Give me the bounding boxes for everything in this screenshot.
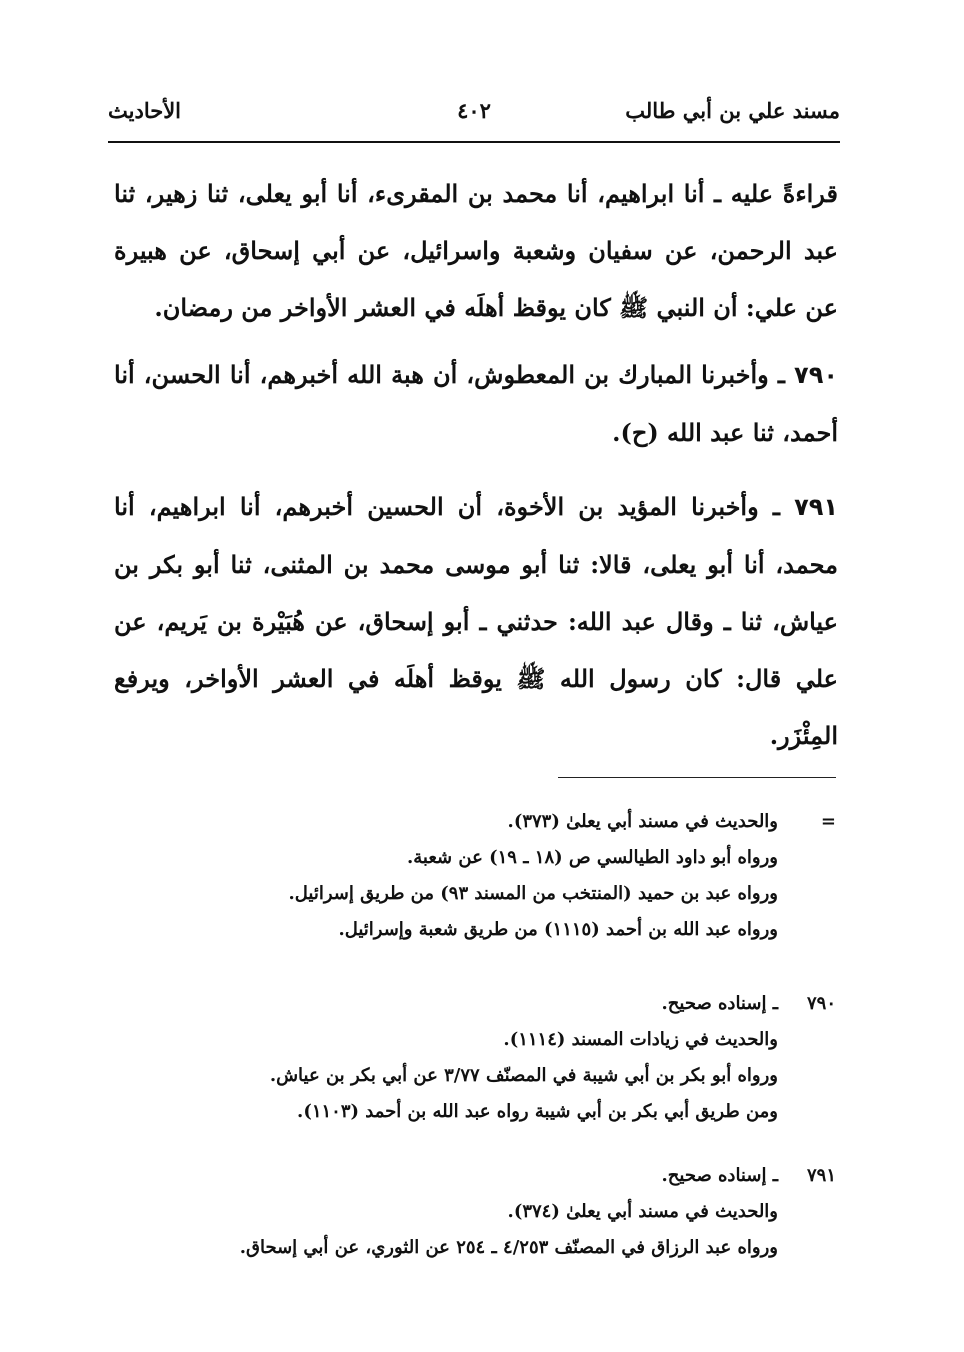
footnote-790 [150, 986, 836, 1130]
hadith-number: ٧٩٠ [794, 361, 838, 389]
footnote-line: ٧٩١ـ إسناده صحيح. [150, 1158, 836, 1194]
footnote-line: ورواه عبد الله بن أحمد (١١١٥) من طريق شعبة وإسرائيل. [338, 919, 778, 940]
hadith-number: ٧٩١ [794, 493, 839, 521]
footnote-marker: = [820, 811, 836, 832]
footnote-line: والحديث في مسند أبي يعلىٰ (٣٧٤). [507, 1201, 778, 1222]
header-rule [108, 141, 840, 143]
footnote-line: ٧٩٠ـ إسناده صحيح. [150, 986, 836, 1022]
footnote-line: =والحديث في مسند أبي يعلىٰ (٣٧٣). [150, 804, 836, 840]
section-title: الأحاديث [108, 98, 182, 123]
footnote-line: ورواه أبو داود الطيالسي ص (١٨ ـ ١٩) عن شعبة. [407, 847, 778, 868]
footnote-line: والحديث في زيادات المسند (١١١٤). [503, 1029, 778, 1050]
footnote-marker: ٧٩١ [806, 1165, 836, 1186]
page-number: ٤٠٢ [457, 98, 491, 123]
footnote-line: ومن طريق أبي بكر بن أبي شيبة رواه عبد الله بن أحمد (١١٠٣). [297, 1101, 778, 1122]
footnote-line: ورواه عبد الرزاق في المصنّف ٤/٢٥٣ ـ ٢٥٤ عن الثوري، عن أبي إسحاق. [239, 1237, 778, 1258]
running-header [108, 98, 840, 138]
footnote-791 [150, 1158, 836, 1266]
book-title: مسند علي بن أبي طالب [625, 98, 840, 123]
hadith-text: ـ وأخبرنا المبارك بن المعطوش، أن هبة الله أخبرهم، أنا الحسن، أنا أحمد، ثنا عبد الله (ح). [114, 360, 838, 447]
footnote-line: ورواه أبو بكر بن أبي شيبة في المصنّف ٣/٧٧ عن أبي بكر بن عياش. [269, 1065, 778, 1086]
hadith-791 [114, 478, 838, 764]
footnote-line: ورواه عبد بن حميد (المنتخب من المسند ٩٣) من طريق إسرائيل. [288, 883, 778, 904]
hadith-790 [114, 346, 838, 461]
hadith-text: ـ وأخبرنا المؤيد بن الأخوة، أن الحسين أخبرهم، أنا ابراهيم، أنا محمد، أنا أبو يعلى، قالا: ثنا أبو موسى محمد بن المثنى، ثنا أبو بكر بن عياش، ثنا ـ وقال عبد الله: حدثني ـ أبو إسحاق، عن هُبَيْرة بن يَريم، عن علي قال: كان رسول الله ﷺ يوقظ أهلَه في العشر الأواخر، ويرفع المِئْزَر. [114, 492, 838, 750]
footnote-continued [150, 804, 836, 948]
hadith-paragraph: قراءةً عليه ـ أنا ابراهيم، أنا محمد بن المقرىء، أنا أبو يعلى، ثنا زهير، ثنا عبد الرحمن، عن سفيان وشعبة واسرائيل، عن أبي إسحاق، عن هبيرة عن علي: أن النبي ﷺ كان يوقظ أهلَه في العشر الأواخر من رمضان. [114, 179, 838, 322]
footnote-marker: ٧٩٠ [806, 993, 836, 1014]
footnote-separator [558, 777, 836, 778]
